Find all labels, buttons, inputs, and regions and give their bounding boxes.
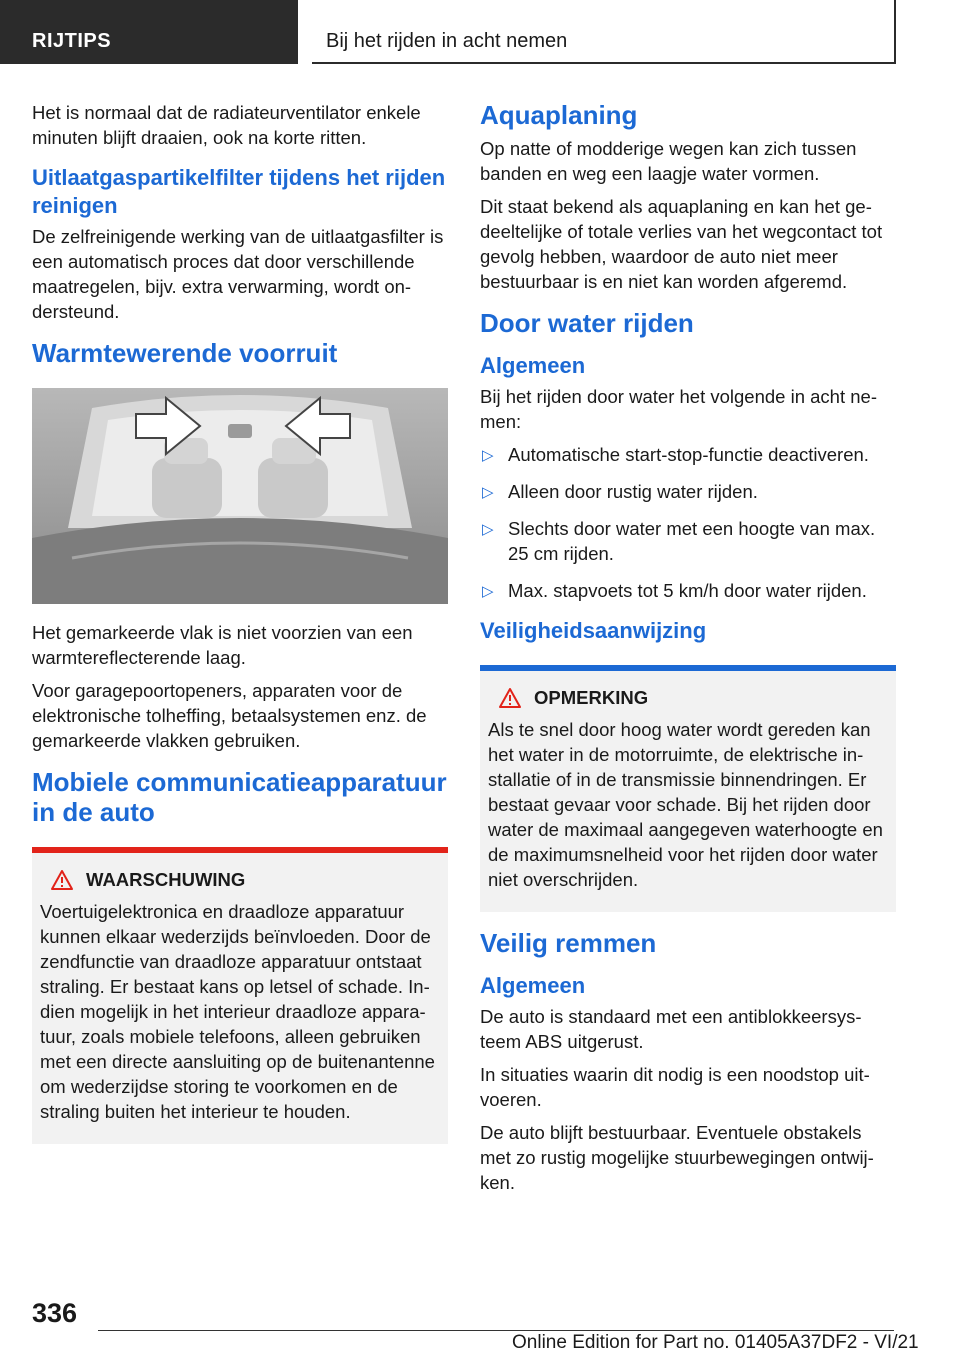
heading-general-water: Algemeen <box>480 353 586 378</box>
brake-paragraph-2: In situaties waarin dit nodig is een noodstop uitvoeren. <box>480 1064 870 1110</box>
warning-triangle-icon <box>498 687 522 709</box>
water-bullet-list <box>480 442 896 603</box>
list-item: ▷ Max. stapvoets tot 5 km/h door water rijden. <box>480 578 896 603</box>
section-tab <box>0 0 298 64</box>
devices-paragraph: Voor garagepoortopeners, apparaten voor de elektronische tolheffing, betaalsystemen enz. de gemarkeerde vlakken gebruiken. <box>32 680 427 751</box>
brake-paragraph-1: De auto is standaard met een antiblokkeersysteem ABS uitgerust. <box>480 1006 862 1052</box>
list-item: ▷ Alleen door rustig water rijden. <box>480 479 896 504</box>
heading-aquaplaning: Aquaplaning <box>480 100 638 130</box>
list-item: ▷ Automatische start-stop-functie deactiveren. <box>480 442 896 467</box>
triangle-right-icon: ▷ <box>482 484 494 501</box>
list-item: ▷ Slechts door water met een hoogte van max. 25 cm rijden. <box>482 518 876 564</box>
note-label: OPMERKING <box>534 687 649 708</box>
warning-box <box>32 847 448 1144</box>
water-intro-paragraph: Bij het rijden door water het volgende in acht nemen: <box>480 386 877 432</box>
triangle-right-icon: ▷ <box>482 447 494 464</box>
footer-divider <box>98 1330 894 1331</box>
chapter-title-text: Bij het rijden in acht nemen <box>326 30 568 52</box>
footer-edition: Online Edition for Part no. 01405A37DF2 - VI/21 <box>512 1332 919 1353</box>
warning-header <box>40 869 440 891</box>
chapter-title <box>312 0 896 64</box>
particle-filter-paragraph: De zelfreinigende werking van de uitlaatgasfilter is een automatisch proces dat door verschillende maatregelen, bijv. extra verwarming, wordt ondersteund. <box>32 226 444 322</box>
heading-general-brake: Algemeen <box>480 973 586 998</box>
section-label: RIJTIPS <box>32 30 112 52</box>
warning-label: WAARSCHUWING <box>86 869 246 890</box>
brake-paragraph-3: De auto blijft bestuurbaar. Eventuele obstakels met zo rustig mogelijke stuurbewegingen ontwijken. <box>480 1122 874 1193</box>
right-column <box>480 100 896 1203</box>
aquaplaning-paragraph-1: Op natte of modderige wegen kan zich tussen banden en weg een laagje water vormen. <box>480 138 857 184</box>
note-text: Als te snel door hoog water wordt gereden kan het water in de motorruimte, de elektrische installatie of in de transmissie binnendringen. Er bestaat gevaar voor schade. Bij het rijden door water de maximaal aangegeven waterhoogte en de maximumsnelheid voor het rijden door water niet overschrijden. <box>488 719 883 890</box>
marked-area-paragraph: Het gemarkeerde vlak is niet voorzien van een warmtereflecterende laag. <box>32 622 413 668</box>
warning-text: Voertuigelektronica en draadloze apparatuur kunnen elkaar wederzijds beïnvloeden. Door de zendfunctie van draadloze apparatuur ontstaat straling. Er bestaat kans op letsel of schade. Indien mogelijk in het interieur draadloze apparatuur, zoals mobiele telefoons, alleen gebruiken met een directe aansluiting op de buitenantenne om wederzijdse storing te voorkomen en de straling buiten het interieur te houden. <box>40 901 435 1122</box>
triangle-right-icon: ▷ <box>482 521 494 538</box>
heading-brake: Veilig remmen <box>480 928 657 958</box>
left-column <box>32 100 448 1160</box>
heading-mobile: Mobiele communicatieapparatuur in de auto <box>32 767 447 827</box>
heading-windscreen: Warmtewerende voorruit <box>32 338 338 368</box>
note-box <box>480 665 896 912</box>
note-header <box>488 687 888 709</box>
heading-water: Door water rijden <box>480 308 694 338</box>
heading-safety: Veiligheidsaanwijzing <box>480 618 707 643</box>
windscreen-figure <box>32 388 448 604</box>
intro-paragraph: Het is normaal dat de radiateurventilator enkele minuten blijft draaien, ook na korte ritten. <box>32 102 421 148</box>
aquaplaning-paragraph-2: Dit staat bekend als aquaplaning en kan het gedeeltelijke of totale verlies van het wegcontact tot gevolg hebben, waardoor de auto niet meer bestuurbaar is en niet kan worden afgeremd. <box>480 196 883 292</box>
triangle-right-icon: ▷ <box>482 583 494 600</box>
heading-particle-filter: Uitlaatgaspartikelfilter tijdens het rijden reinigen <box>32 165 446 218</box>
warning-triangle-icon <box>50 869 74 891</box>
page-number: 336 <box>32 1298 78 1328</box>
